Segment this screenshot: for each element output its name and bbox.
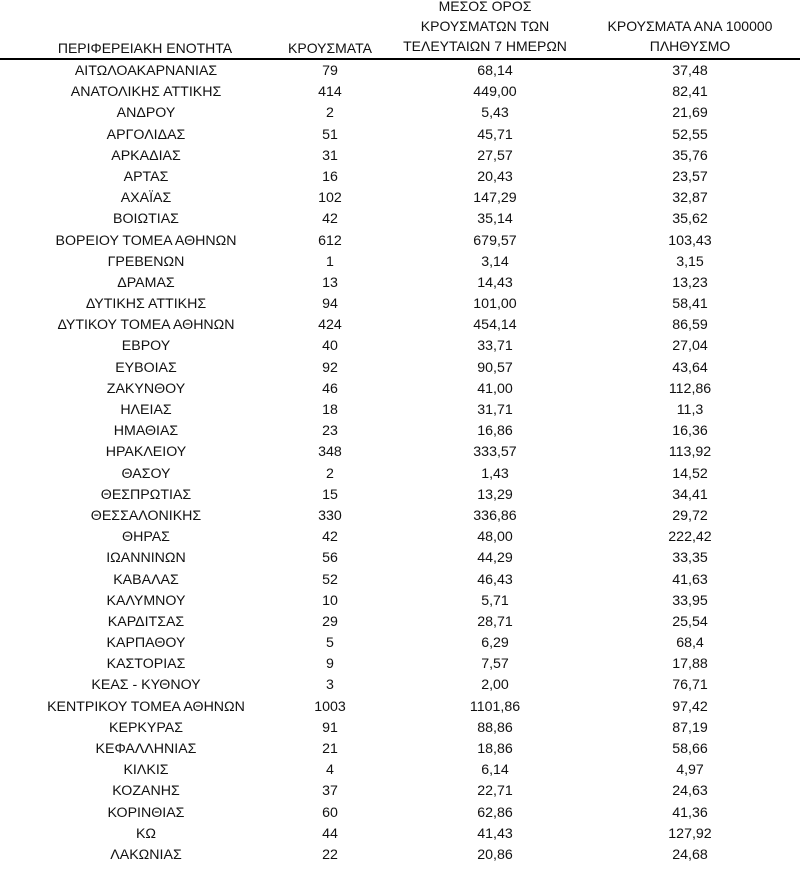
- table-row: [0, 103, 800, 124]
- cell-region: ΚΕΦΑΛΛΗΝΙΑΣ: [95, 741, 197, 757]
- cell-per100k: 82,41: [672, 84, 708, 101]
- cell-cases: 15: [322, 486, 338, 503]
- cell-per100k: 21,69: [672, 105, 708, 122]
- table-row: [0, 781, 800, 802]
- cell-avg7: 3,14: [481, 253, 509, 270]
- cell-per100k: 86,59: [672, 317, 708, 334]
- cell-per100k: 87,19: [672, 719, 708, 736]
- table-row: [0, 633, 800, 654]
- cell-cases: 91: [322, 719, 338, 736]
- header-per100k: [590, 16, 790, 56]
- cell-per100k: 11,3: [676, 402, 704, 418]
- cell-region: ΙΩΑΝΝΙΝΩΝ: [106, 550, 186, 567]
- table-row: [0, 548, 800, 569]
- table-row: [0, 273, 800, 294]
- cell-cases: 37: [322, 783, 338, 800]
- cell-cases: 102: [318, 190, 342, 207]
- cell-avg7: 31,71: [477, 402, 513, 418]
- cell-per100k: 16,36: [672, 423, 708, 440]
- cell-region: ΚΕΑΣ - ΚΥΘΝΟΥ: [91, 677, 201, 694]
- cell-avg7: 679,57: [473, 232, 517, 249]
- cell-cases: 9: [326, 656, 334, 673]
- table-row: [0, 824, 800, 845]
- cell-per100k: 35,76: [672, 147, 708, 164]
- cell-avg7: 2,00: [481, 677, 509, 694]
- cell-cases: 31: [322, 147, 338, 164]
- cell-cases: 2: [326, 105, 334, 122]
- table-row: [0, 485, 800, 506]
- cell-cases: 42: [322, 211, 338, 228]
- cell-avg7: 28,71: [477, 613, 513, 630]
- cell-per100k: 76,71: [672, 677, 708, 694]
- table-row: [0, 358, 800, 379]
- cell-cases: 46: [322, 380, 338, 397]
- cell-cases: 330: [318, 507, 342, 524]
- cell-region: ΚΕΝΤΡΙΚΟΥ ΤΟΜΕΑ ΑΘΗΝΩΝ: [47, 698, 245, 715]
- table-row: [0, 421, 800, 442]
- cell-avg7: 46,43: [477, 571, 513, 588]
- cell-region: ΒΟΡΕΙΟΥ ΤΟΜΕΑ ΑΘΗΝΩΝ: [55, 232, 237, 249]
- cell-region: ΑΡΤΑΣ: [123, 168, 169, 185]
- cell-cases: 40: [322, 338, 338, 355]
- cell-avg7: 35,14: [477, 211, 513, 228]
- cell-cases: 414: [318, 84, 342, 101]
- table-row: [0, 527, 800, 548]
- table-row: [0, 209, 800, 230]
- table-row: [0, 442, 800, 463]
- table-row: [0, 252, 800, 273]
- cell-cases: 52: [322, 571, 338, 588]
- cell-cases: 21: [322, 741, 338, 757]
- header-avg7-line2: ΚΡΟΥΣΜΑΤΩΝ ΤΩΝ: [420, 18, 550, 34]
- cell-avg7: 13,29: [477, 486, 513, 503]
- table-header: [0, 0, 800, 60]
- cell-avg7: 33,71: [477, 338, 513, 355]
- table-row: [0, 506, 800, 527]
- cell-cases: 92: [322, 359, 338, 376]
- cell-cases: 79: [322, 63, 338, 79]
- cell-per100k: 33,95: [672, 592, 708, 609]
- cell-region: ΑΙΤΩΛΟΑΚΑΡΝΑΝΙΑΣ: [74, 63, 218, 79]
- cell-region: ΚΑΣΤΟΡΙΑΣ: [106, 656, 186, 673]
- cell-region: ΔΡΑΜΑΣ: [117, 274, 175, 291]
- cell-per100k: 32,87: [672, 190, 708, 207]
- table-row: [0, 570, 800, 591]
- cell-cases: 94: [322, 296, 338, 313]
- cell-per100k: 33,35: [672, 550, 708, 567]
- cell-cases: 1003: [314, 698, 346, 715]
- cell-region: ΔΥΤΙΚΗΣ ΑΤΤΙΚΗΣ: [85, 296, 207, 313]
- cell-avg7: 88,86: [477, 719, 513, 736]
- table-row: [0, 167, 800, 188]
- header-region: [20, 38, 270, 58]
- cell-avg7: 7,57: [481, 656, 509, 673]
- cell-cases: 4: [326, 762, 334, 779]
- cell-region: ΘΗΡΑΣ: [122, 529, 170, 546]
- cell-region: ΚΩ: [135, 825, 157, 842]
- header-cases: [278, 38, 382, 58]
- cell-cases: 44: [322, 825, 338, 842]
- cell-per100k: 17,88: [672, 656, 708, 673]
- cell-per100k: 41,36: [672, 804, 708, 821]
- cell-per100k: 68,4: [676, 635, 704, 652]
- cell-region: ΚΑΛΥΜΝΟΥ: [106, 592, 186, 609]
- cell-per100k: 14,52: [672, 465, 708, 482]
- cell-per100k: 41,63: [672, 571, 708, 588]
- header-divider: [0, 58, 800, 60]
- header-avg7: [390, 0, 580, 56]
- cell-region: ΒΟΙΩΤΙΑΣ: [113, 211, 179, 228]
- cell-region: ΚΑΡΠΑΘΟΥ: [106, 635, 186, 652]
- cell-cases: 2: [326, 465, 334, 482]
- cell-per100k: 27,04: [672, 338, 708, 355]
- cell-avg7: 333,57: [473, 444, 517, 461]
- cell-avg7: 6,14: [481, 762, 509, 779]
- cell-per100k: 97,42: [672, 698, 708, 715]
- cell-avg7: 5,71: [481, 592, 509, 609]
- table-row: [0, 146, 800, 167]
- cell-per100k: 58,41: [672, 296, 708, 313]
- table-row: [0, 400, 800, 421]
- cell-avg7: 336,86: [473, 507, 517, 524]
- cell-region: ΑΝΔΡΟΥ: [116, 105, 176, 122]
- cell-region: ΚΑΒΑΛΑΣ: [113, 571, 179, 588]
- cell-avg7: 1,43: [481, 465, 509, 482]
- cell-avg7: 5,43: [481, 105, 509, 122]
- table-row: [0, 845, 800, 866]
- cell-cases: 29: [322, 613, 338, 630]
- cell-cases: 5: [326, 635, 334, 652]
- cell-region: ΑΡΓΟΛΙΔΑΣ: [106, 126, 186, 143]
- cell-cases: 348: [318, 444, 342, 461]
- cell-per100k: 127,92: [668, 825, 712, 842]
- table-row: [0, 379, 800, 400]
- cell-region: ΑΧΑΪΑΣ: [120, 190, 172, 207]
- table-row: [0, 188, 800, 209]
- cell-region: ΖΑΚΥΝΘΟΥ: [106, 380, 186, 397]
- cell-region: ΘΕΣΠΡΩΤΙΑΣ: [100, 486, 192, 503]
- cell-avg7: 48,00: [477, 529, 513, 546]
- cell-region: ΔΥΤΙΚΟΥ ΤΟΜΕΑ ΑΘΗΝΩΝ: [57, 317, 235, 334]
- cell-per100k: 112,86: [668, 380, 712, 397]
- table-body: [0, 61, 800, 866]
- cell-region: ΚΕΡΚΥΡΑΣ: [109, 719, 183, 736]
- header-region-label: ΠΕΡΙΦΕΡΕΙΑΚΗ ΕΝΟΤΗΤΑ: [57, 40, 233, 56]
- cell-per100k: 24,63: [672, 783, 708, 800]
- cell-per100k: 222,42: [668, 529, 712, 546]
- cell-per100k: 113,92: [668, 444, 712, 461]
- cell-cases: 424: [318, 317, 342, 334]
- cell-per100k: 24,68: [672, 846, 708, 863]
- cell-per100k: 34,41: [672, 486, 708, 503]
- cell-avg7: 41,43: [477, 825, 513, 842]
- cell-region: ΗΛΕΙΑΣ: [120, 402, 172, 418]
- cell-avg7: 16,86: [477, 423, 513, 440]
- table-row: [0, 82, 800, 103]
- header-cases-label: ΚΡΟΥΣΜΑΤΑ: [288, 40, 372, 56]
- cell-region: ΚΑΡΔΙΤΣΑΣ: [107, 613, 185, 630]
- table-row: [0, 654, 800, 675]
- cell-cases: 16: [322, 168, 338, 185]
- table-row: [0, 231, 800, 252]
- cell-cases: 1: [326, 253, 334, 270]
- header-per100k-line1: ΚΡΟΥΣΜΑΤΑ ΑΝΑ 100000: [607, 18, 773, 34]
- cell-per100k: 37,48: [672, 63, 708, 79]
- cell-region: ΚΙΛΚΙΣ: [123, 762, 169, 779]
- cell-region: ΑΡΚΑΔΙΑΣ: [111, 147, 181, 164]
- cell-cases: 10: [322, 592, 338, 609]
- table-row: [0, 125, 800, 146]
- cell-per100k: 3,15: [676, 253, 704, 270]
- cell-region: ΗΜΑΘΙΑΣ: [113, 423, 179, 440]
- cell-avg7: 62,86: [477, 804, 513, 821]
- cell-cases: 23: [322, 423, 338, 440]
- cell-avg7: 1101,86: [469, 698, 521, 715]
- cell-avg7: 44,29: [477, 550, 513, 567]
- header-avg7-line3: ΤΕΛΕΥΤΑΙΩΝ 7 ΗΜΕΡΩΝ: [403, 38, 567, 54]
- table-row: [0, 315, 800, 336]
- cell-cases: 3: [326, 677, 334, 694]
- cell-region: ΚΟΡΙΝΘΙΑΣ: [107, 804, 185, 821]
- table-row: [0, 464, 800, 485]
- table-row: [0, 61, 800, 82]
- cell-region: ΛΑΚΩΝΙΑΣ: [110, 846, 182, 863]
- cell-region: ΕΒΡΟΥ: [121, 338, 171, 355]
- table-row: [0, 803, 800, 824]
- cell-region: ΗΡΑΚΛΕΙΟΥ: [105, 444, 187, 461]
- cell-per100k: 43,64: [672, 359, 708, 376]
- cell-region: ΘΑΣΟΥ: [121, 465, 171, 482]
- cell-avg7: 20,86: [477, 846, 513, 863]
- cell-avg7: 449,00: [473, 84, 517, 101]
- cell-per100k: 25,54: [672, 613, 708, 630]
- cell-avg7: 147,29: [473, 190, 517, 207]
- cell-per100k: 35,62: [672, 211, 708, 228]
- table-row: [0, 294, 800, 315]
- table-row: [0, 675, 800, 696]
- cell-cases: 42: [322, 529, 338, 546]
- cell-avg7: 68,14: [477, 63, 513, 79]
- cell-avg7: 18,86: [477, 741, 513, 757]
- cell-region: ΚΟΖΑΝΗΣ: [112, 783, 180, 800]
- cell-cases: 56: [322, 550, 338, 567]
- cell-region: ΑΝΑΤΟΛΙΚΗΣ ΑΤΤΙΚΗΣ: [70, 84, 222, 101]
- cell-cases: 51: [322, 126, 338, 143]
- cell-cases: 60: [322, 804, 338, 821]
- cell-region: ΘΕΣΣΑΛΟΝΙΚΗΣ: [90, 507, 202, 524]
- cell-avg7: 6,29: [481, 635, 509, 652]
- cell-avg7: 45,71: [477, 126, 513, 143]
- cell-avg7: 454,14: [473, 317, 517, 334]
- header-per100k-line2: ΠΛΗΘΥΣΜΟ: [649, 38, 731, 54]
- cell-region: ΓΡΕΒΕΝΩΝ: [107, 253, 185, 270]
- cell-cases: 612: [318, 232, 342, 249]
- cell-per100k: 13,23: [672, 274, 708, 291]
- table-row: [0, 336, 800, 357]
- cell-per100k: 29,72: [672, 507, 708, 524]
- table-row: [0, 591, 800, 612]
- cell-avg7: 20,43: [477, 168, 513, 185]
- cell-per100k: 58,66: [672, 741, 708, 757]
- cell-per100k: 103,43: [668, 232, 712, 249]
- table-row: [0, 697, 800, 718]
- cell-avg7: 41,00: [477, 380, 513, 397]
- cell-per100k: 52,55: [672, 126, 708, 143]
- cell-avg7: 101,00: [473, 296, 517, 313]
- cell-avg7: 14,43: [477, 274, 513, 291]
- table-row: [0, 612, 800, 633]
- cell-region: ΕΥΒΟΙΑΣ: [115, 359, 177, 376]
- cell-avg7: 27,57: [477, 147, 513, 164]
- table-row: [0, 739, 800, 760]
- cell-cases: 18: [322, 402, 338, 418]
- cell-per100k: 23,57: [672, 168, 708, 185]
- cell-cases: 22: [322, 846, 338, 863]
- cell-avg7: 22,71: [477, 783, 513, 800]
- table-row: [0, 760, 800, 781]
- cell-avg7: 90,57: [477, 359, 513, 376]
- cell-cases: 13: [322, 274, 338, 291]
- header-avg7-line1: ΜΕΣΟΣ ΟΡΟΣ: [438, 0, 532, 14]
- table-row: [0, 718, 800, 739]
- cell-per100k: 4,97: [676, 762, 704, 779]
